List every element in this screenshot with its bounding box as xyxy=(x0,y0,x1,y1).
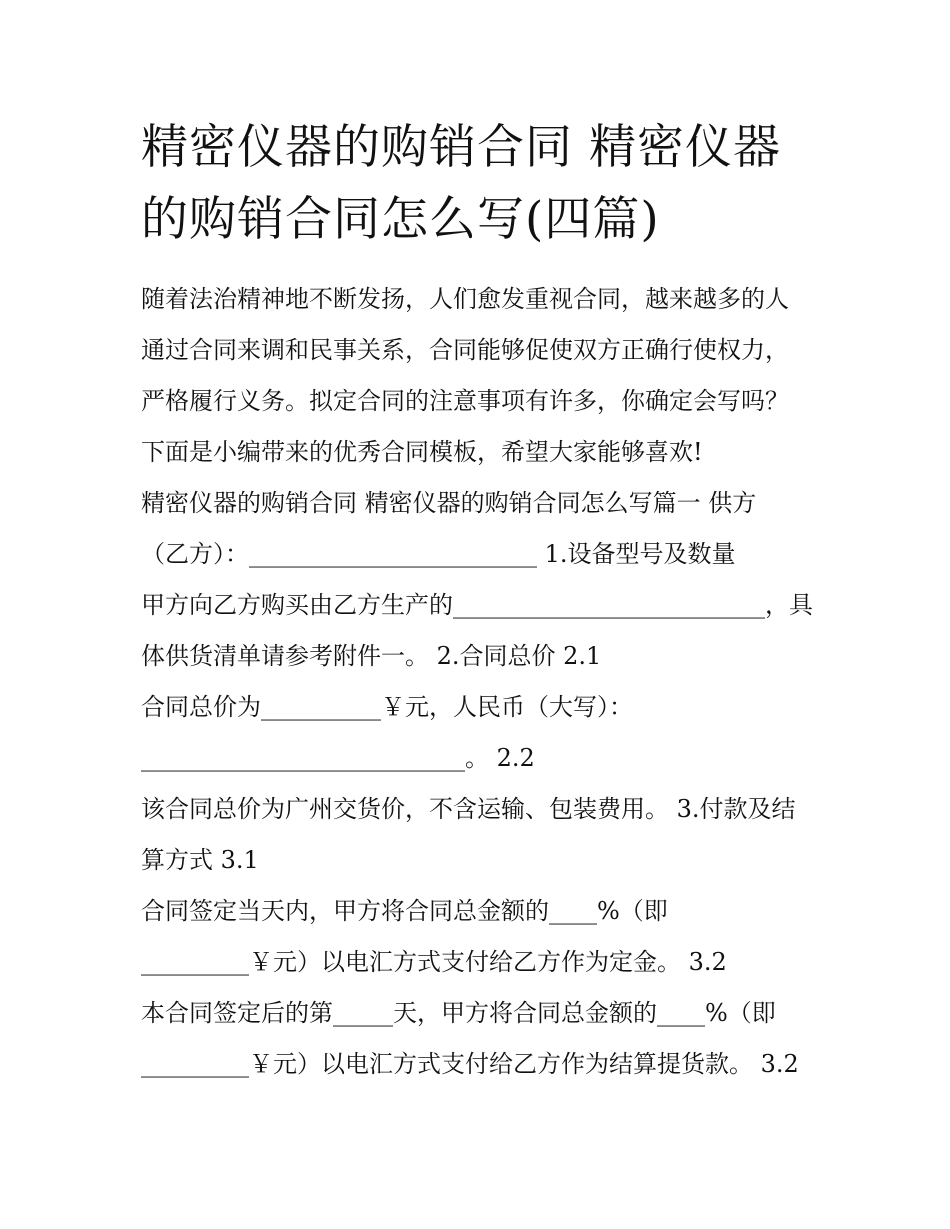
body-line: 精密仪器的购销合同 精密仪器的购销合同怎么写篇一 供方 xyxy=(141,489,757,517)
body-line: 通过合同来调和民事关系，合同能够促使双方正确行使权力， xyxy=(141,336,789,364)
body-line: （乙方）：________________________ 1.设备型号及数量 xyxy=(141,540,736,568)
body-line: ___________________________。 2.2 xyxy=(141,744,535,772)
body-line: 合同签定当天内，甲方将合同总金额的____%（即 xyxy=(141,897,668,925)
body-line: 该合同总价为广州交货价，不含运输、包装费用。 3.付款及结 xyxy=(141,795,796,823)
body-line: _________￥元）以电汇方式支付给乙方作为定金。 3.2 xyxy=(141,948,727,976)
body-line: 随着法治精神地不断发扬，人们愈发重视合同，越来越多的人 xyxy=(141,285,789,313)
body-line: 甲方向乙方购买由乙方生产的__________________________，具 xyxy=(141,591,813,619)
body-line: 本合同签定后的第_____天，甲方将合同总金额的____%（即 xyxy=(141,999,776,1027)
document-title: 精密仪器的购销合同 精密仪器的购销合同怎么写(四篇) xyxy=(141,120,781,247)
body-line: 严格履行义务。拟定合同的注意事项有许多，你确定会写吗？ xyxy=(141,387,789,415)
body-line: 体供货清单请参考附件一。 2.合同总价 2.1 xyxy=(141,642,602,670)
body-line: 下面是小编带来的优秀合同模板，希望大家能够喜欢! xyxy=(141,438,703,466)
body-line: _________￥元）以电汇方式支付给乙方作为结算提货款。 3.2 xyxy=(141,1050,799,1078)
body-line: 合同总价为__________￥元，人民币（大写）： xyxy=(141,693,633,721)
body-line: 算方式 3.1 xyxy=(141,846,259,874)
